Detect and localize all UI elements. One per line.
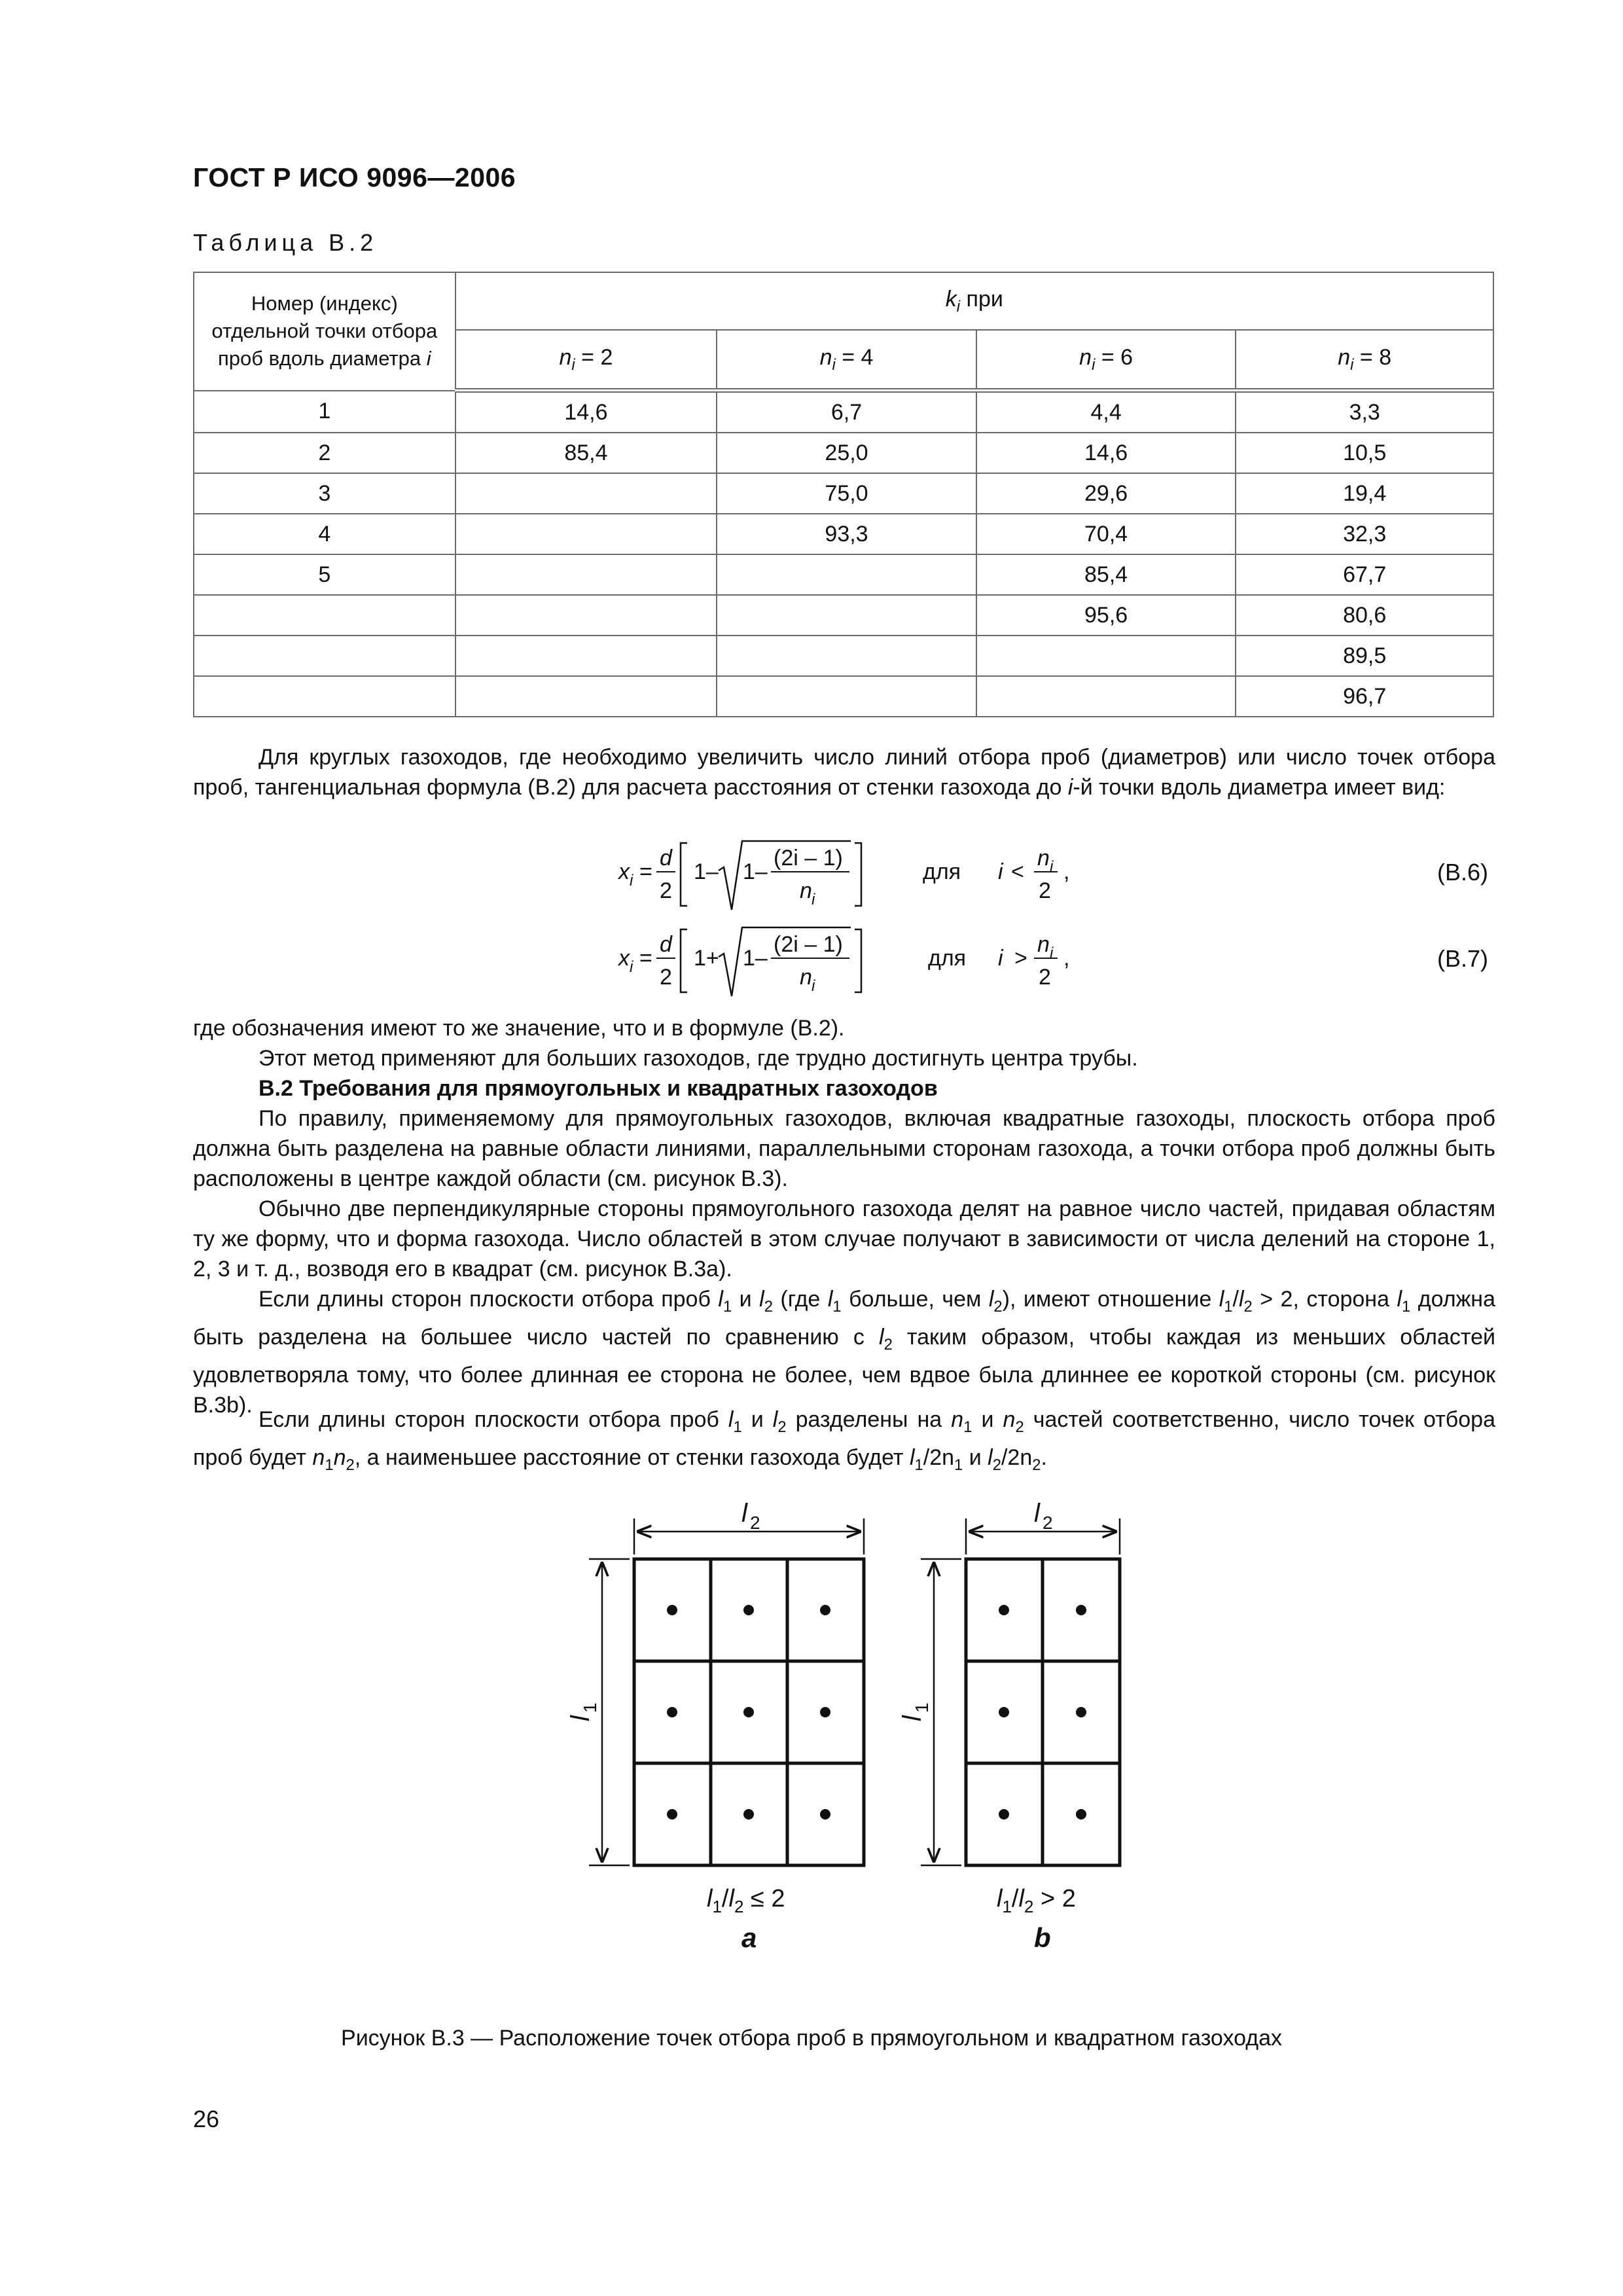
text-run: .: [1041, 1444, 1047, 1470]
header-k-text: при: [960, 286, 1003, 312]
sym-sub: 2: [992, 1456, 1001, 1474]
figure-caption: Рисунок В.3 — Расположение точек отбора проб в прямоугольном и квадратном газоходах: [341, 2026, 1282, 2051]
table-cell: 6,7: [717, 391, 976, 433]
dim-label-l1-sub: 1: [912, 1702, 932, 1713]
header-line-1: Номер (индекс): [251, 292, 398, 315]
sym-l: l: [1238, 1287, 1244, 1312]
formula-b7-number: (В.7): [1437, 945, 1489, 972]
sampling-point: [820, 1707, 830, 1717]
text-run: и: [963, 1444, 988, 1470]
panel-a-points: [667, 1605, 830, 1820]
table-cell: 3,3: [1236, 391, 1493, 433]
sym-sub: 2: [764, 1297, 773, 1316]
panel-a-letter: a: [741, 1922, 757, 1953]
formula-b7-den: n: [800, 965, 812, 990]
sym-over2n: /2n: [923, 1444, 955, 1470]
table-cell: 95,6: [976, 595, 1236, 636]
header-line-3: проб вдоль диаметра: [218, 347, 421, 370]
formula-b7-d: d: [660, 932, 672, 957]
ratio-op: > 2: [1033, 1885, 1076, 1912]
formula-b7-eq: =: [639, 946, 652, 971]
formula-b7-lhs: x: [618, 946, 630, 971]
sym-sub: 2: [777, 1418, 787, 1436]
text-run: Если длины сторон плоскости отбора проб: [259, 1407, 728, 1432]
col-label-n: n: [819, 344, 832, 370]
table-cell: 5: [194, 554, 455, 595]
table-caption: Таблица В.2: [193, 229, 378, 256]
ratio-sub: 1: [1002, 1897, 1012, 1916]
formula-b6-den-sub: i: [812, 891, 815, 908]
table-cell: 19,4: [1236, 473, 1493, 514]
sym-sub: 2: [1243, 1297, 1253, 1316]
ratio-slash: /: [1011, 1885, 1019, 1912]
col-label-value: = 8: [1359, 344, 1392, 370]
formula-b7-cond-word: для: [928, 946, 967, 971]
table-cell: 25,0: [717, 433, 976, 473]
ratio-sub: 2: [1024, 1897, 1034, 1916]
formula-b7-inner: 1–: [743, 946, 768, 971]
sym-sub: 1: [1224, 1297, 1233, 1316]
formula-b6-cond-den: 2: [1039, 878, 1051, 903]
sym-l: l: [1219, 1287, 1224, 1312]
sym-sub: 1: [963, 1418, 972, 1436]
formula-b6-trail: ,: [1063, 859, 1070, 884]
text-var: i: [1067, 775, 1073, 800]
formula-b7-two: 2: [660, 965, 672, 990]
sampling-point: [743, 1605, 754, 1615]
table-cell: 67,7: [1236, 554, 1493, 595]
table-cell: 4,4: [976, 391, 1236, 433]
text-run: Для круглых газоходов, где необходимо увеличить число линий отбора проб (диаметров) или число точек отбора проб, тангенциальная формула (В.2) для расчета расстояния от стенки газохода до: [193, 745, 1495, 800]
col-label-sub: i: [1092, 355, 1096, 374]
sym-sub: 1: [325, 1456, 334, 1474]
sampling-point: [820, 1605, 830, 1615]
sampling-point: [999, 1605, 1009, 1615]
table-cell: 10,5: [1236, 433, 1493, 473]
sym-sub: 1: [832, 1297, 842, 1316]
formula-b7-cond-op: >: [1014, 946, 1027, 971]
header-line-2: отдельной точки отбора: [211, 319, 438, 343]
sampling-point: [667, 1809, 677, 1820]
paragraph-divide: Обычно две перпендикулярные стороны прямоугольного газохода делят на равное число частей, придавая областям ту же форму, что и форма газохода. Число областей в этом случае получают в зависимости от числа делений на стороне 1, 2, 3 и т. д., возводя его в квадрат (см. рисунок В.3а).: [193, 1196, 1495, 1282]
sym-n: n: [312, 1444, 325, 1470]
table-cell: 70,4: [976, 514, 1236, 554]
formula-b6-lhs: x: [618, 859, 630, 884]
sampling-point: [1076, 1707, 1086, 1717]
sampling-point: [743, 1707, 754, 1717]
table-cell: 2: [194, 433, 455, 473]
sampling-point: [667, 1605, 677, 1615]
sym-sub: 2: [1032, 1456, 1041, 1474]
dim-label-l2-sub: 2: [1043, 1513, 1053, 1533]
dim-label-l1: l: [898, 1715, 927, 1721]
sampling-point: [1076, 1809, 1086, 1820]
formula-b7-lhs-sub: i: [630, 958, 633, 976]
text-run: (где: [772, 1287, 828, 1312]
dim-label-l2-sub: 2: [750, 1513, 760, 1533]
figure-panel-b: [898, 1499, 1120, 1953]
text-run: частей соответственно, число точек отбора проб будет: [193, 1407, 1495, 1470]
sym-l: l: [879, 1324, 884, 1350]
sym-sub: 2: [883, 1335, 893, 1354]
col-label-n: n: [1079, 344, 1092, 370]
sym-sub: 1: [914, 1456, 923, 1474]
sym-l: l: [827, 1287, 833, 1312]
table-cell: 93,3: [717, 514, 976, 554]
text-run: Если длины сторон плоскости отбора проб: [259, 1287, 719, 1312]
dim-label-l2: l: [741, 1499, 747, 1528]
paragraph-where: где обозначения имеют то же значение, что и в формуле (В.2).: [193, 1016, 845, 1041]
sym-slash: /: [1232, 1287, 1239, 1312]
page-number: 26: [193, 2106, 220, 2132]
col-label-sub: i: [571, 355, 575, 374]
ratio-l: l: [1018, 1885, 1024, 1912]
dim-label-l1-sub: 1: [580, 1702, 600, 1713]
sym-l: l: [728, 1407, 734, 1432]
sampling-point: [820, 1809, 830, 1820]
formula-b7-num: (2i – 1): [774, 932, 843, 957]
text-run: и: [741, 1407, 773, 1432]
figure-panel-a: [566, 1499, 864, 1953]
header-k-var: k: [945, 286, 957, 312]
formula-b6-number: (В.6): [1437, 859, 1489, 886]
table-cell: 85,4: [455, 433, 717, 473]
header-k-sub: i: [956, 297, 961, 315]
sym-l: l: [759, 1287, 764, 1312]
text-run: и: [972, 1407, 1003, 1432]
sym-sub: 1: [1402, 1297, 1411, 1316]
formula-b7-cond-den: 2: [1039, 965, 1051, 990]
formula-b6-den: n: [800, 878, 812, 903]
col-label-sub: i: [1350, 355, 1354, 374]
text-run: , а наименьшее расстояние от стенки газохода будет: [354, 1444, 910, 1470]
dim-label-l1-group: [898, 1702, 932, 1721]
dim-label-l1-group: [566, 1702, 600, 1721]
formula-b6-inner: 1–: [743, 859, 768, 884]
sym-sub: 1: [733, 1418, 742, 1436]
sym-over2n: /2n: [1001, 1444, 1033, 1470]
sym-n: n: [333, 1444, 346, 1470]
sym-l: l: [988, 1287, 994, 1312]
sym-n: n: [951, 1407, 964, 1432]
ratio-sub: 1: [712, 1897, 722, 1916]
dim-label-l1: l: [566, 1715, 595, 1721]
sym-sub: 1: [954, 1456, 963, 1474]
col-label-n: n: [559, 344, 572, 370]
document-header: ГОСТ Р ИСО 9096—2006: [193, 162, 516, 192]
formula-b6-eq: =: [639, 859, 652, 884]
formula-b7-cond-num-sub: i: [1050, 944, 1054, 962]
col-label-value: = 2: [581, 344, 613, 370]
formula-b6-one-minus: 1–: [694, 859, 719, 884]
table-cell: 29,6: [976, 473, 1236, 514]
col-label-value: = 6: [1101, 344, 1133, 370]
sym-l: l: [988, 1444, 993, 1470]
text-run: -й точки вдоль диаметра имеет вид:: [1073, 775, 1446, 800]
table-cell: 3: [194, 473, 455, 514]
sampling-point: [999, 1707, 1009, 1717]
ratio-sub: 2: [734, 1897, 744, 1916]
header-var-i: i: [426, 347, 431, 370]
table-cell: 89,5: [1236, 636, 1493, 676]
dim-label-l2: l: [1034, 1499, 1040, 1528]
sym-sub: 2: [1015, 1418, 1024, 1436]
table-cell: 1: [194, 391, 455, 433]
table-cell: 85,4: [976, 554, 1236, 595]
sym-sub: 2: [993, 1297, 1003, 1316]
text-run: больше, чем: [841, 1287, 989, 1312]
formula-b6-d: d: [660, 846, 672, 870]
ratio-l: l: [997, 1885, 1003, 1912]
col-label-value: = 4: [842, 344, 874, 370]
table-cell: 96,7: [1236, 676, 1493, 717]
formula-b7-trail: ,: [1063, 946, 1070, 971]
sym-sub: 1: [722, 1297, 732, 1316]
formula-b6-cond-num: n: [1037, 846, 1050, 870]
formula-b6-cond-word: для: [923, 859, 961, 884]
text-run: должна быть разделена на большее число частей по сравнению с: [193, 1287, 1495, 1350]
text-run: > 2, сторона: [1252, 1287, 1397, 1312]
text-run: разделены на: [786, 1407, 952, 1432]
formula-b6-cond-var: i: [998, 859, 1003, 884]
formula-b7-one-plus: 1+: [694, 946, 719, 971]
table-cell: 32,3: [1236, 514, 1493, 554]
sym-l: l: [718, 1287, 723, 1312]
panel-b-letter: b: [1034, 1922, 1051, 1953]
table-cell: 80,6: [1236, 595, 1493, 636]
formula-b6-cond-num-sub: i: [1050, 858, 1054, 876]
section-title: В.2 Требования для прямоугольных и квадратных газоходов: [259, 1076, 938, 1101]
table-cell: 14,6: [455, 391, 717, 433]
formula-b6-two: 2: [660, 878, 672, 903]
sym-l: l: [1397, 1287, 1402, 1312]
formula-b7-den-sub: i: [812, 977, 815, 995]
table-cell: 75,0: [717, 473, 976, 514]
panel-b-ratio: [997, 1885, 1076, 1916]
table-cell: 14,6: [976, 433, 1236, 473]
formula-b6-lhs-sub: i: [630, 872, 633, 889]
formula-b7-cond-var: i: [998, 946, 1003, 971]
sampling-point: [999, 1809, 1009, 1820]
ratio-op: ≤ 2: [743, 1885, 785, 1912]
formula-b6-cond-op: <: [1011, 859, 1024, 884]
sym-l: l: [772, 1407, 778, 1432]
sym-l: l: [909, 1444, 915, 1470]
table-cell: 4: [194, 514, 455, 554]
col-label-sub: i: [832, 355, 836, 374]
text-run: таким образом, чтобы каждая из меньших областей удовлетворяла тому, что более длинная ее сторона не более, чем вдвое была длиннее ее короткой стороны (см. рисунок В.3b).: [193, 1324, 1495, 1418]
col-label-n: n: [1338, 344, 1351, 370]
ratio-slash: /: [721, 1885, 729, 1912]
paragraph-method: Этот метод применяют для больших газоходов, где трудно достигнуть центра трубы.: [259, 1046, 1138, 1071]
sym-sub: 2: [346, 1456, 355, 1474]
formula-b7-cond-num: n: [1037, 932, 1050, 957]
ratio-l: l: [728, 1885, 734, 1912]
panel-a-ratio: [707, 1885, 785, 1916]
text-run: ), имеют отношение: [1002, 1287, 1219, 1312]
text-run: и: [732, 1287, 760, 1312]
sampling-point: [667, 1707, 677, 1717]
paragraph-rule: По правилу, применяемому для прямоугольных газоходов, включая квадратные газоходы, плоскость отбора проб должна быть разделена на равные области линиями, параллельными сторонам газохода, а точки отбора проб должны быть расположены в центре каждой области (см. рисунок В.3).: [193, 1106, 1495, 1191]
sampling-point: [1076, 1605, 1086, 1615]
sym-n: n: [1003, 1407, 1016, 1432]
ratio-l: l: [707, 1885, 713, 1912]
formula-b6-num: (2i – 1): [774, 846, 843, 870]
sampling-point: [743, 1809, 754, 1820]
